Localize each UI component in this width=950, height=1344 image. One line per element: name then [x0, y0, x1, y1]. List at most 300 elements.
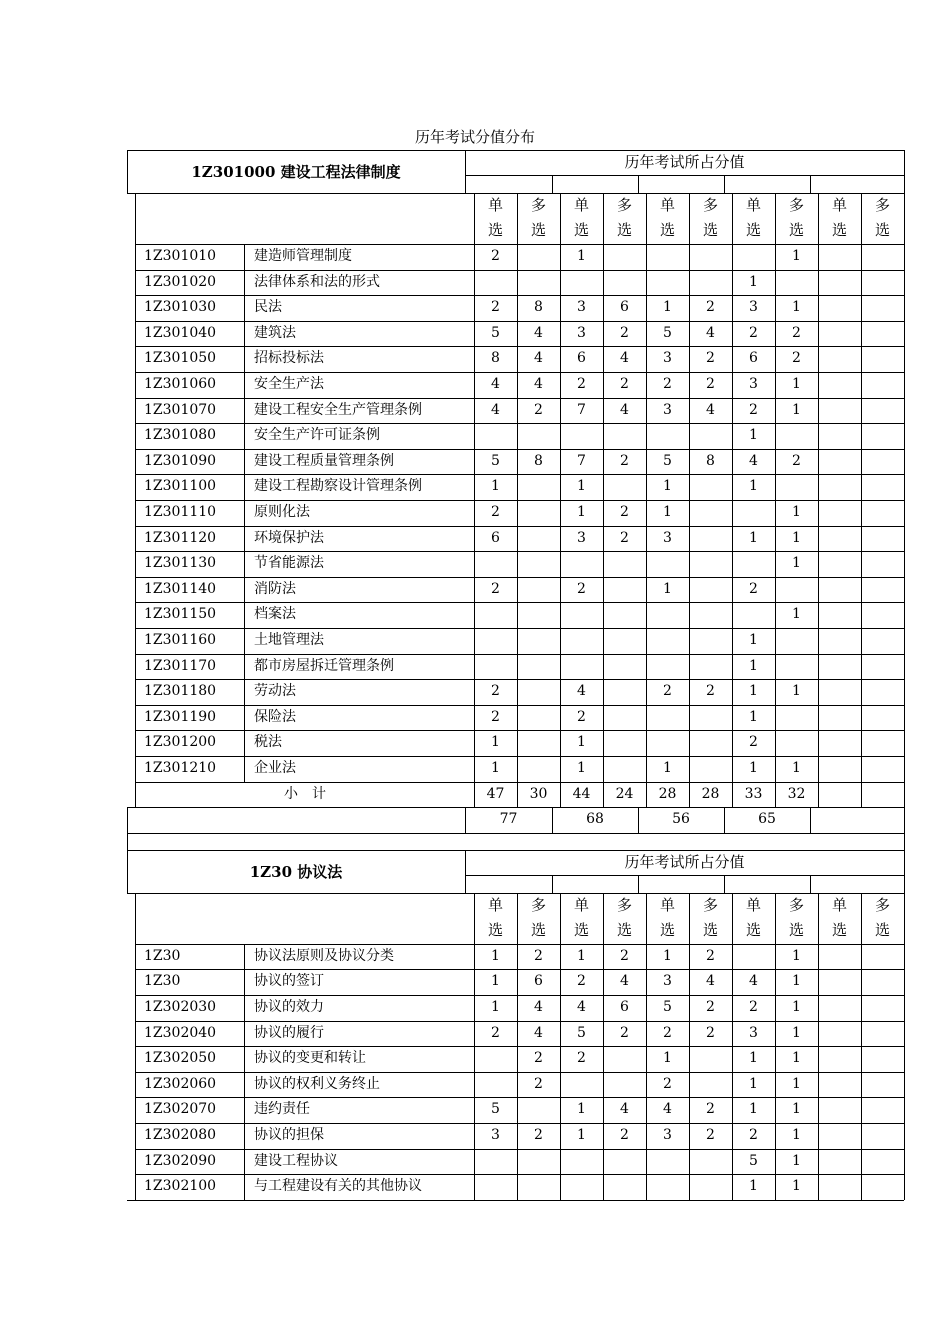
subtotal-cell: 32 — [787, 785, 806, 802]
score-cell: 1 — [749, 1178, 758, 1195]
score-cell — [517, 1149, 560, 1175]
document-title: 历年考试分值分布 — [414, 128, 535, 146]
row-code: 1Z301130 — [144, 555, 217, 572]
table-left-rule — [135, 193, 136, 244]
type-label-line1: 单 — [659, 196, 675, 214]
row-name: 违约责任 — [254, 1101, 310, 1118]
score-cell: 2 — [491, 504, 500, 520]
score-cell: 6 — [534, 973, 543, 990]
row-name: 消防法 — [254, 580, 296, 597]
score-cell — [861, 526, 904, 552]
score-cell — [560, 602, 603, 628]
score-cell: 1 — [749, 1075, 758, 1092]
score-cell: 2 — [534, 1127, 543, 1143]
code-column-rule — [244, 423, 245, 449]
column-rule — [904, 782, 905, 808]
table-left-rule — [135, 756, 136, 782]
score-cell: 2 — [577, 708, 586, 725]
score-cell — [818, 705, 861, 731]
score-cell — [689, 423, 732, 449]
table-left-rule — [135, 295, 136, 321]
score-cell — [646, 654, 689, 680]
year-column-rule — [638, 175, 639, 193]
type-label-line1: 单 — [745, 895, 761, 914]
score-cell — [603, 756, 646, 782]
score-cell: 1 — [577, 1127, 586, 1143]
type-label-line2: 选 — [616, 920, 632, 939]
score-cell: 2 — [706, 376, 715, 392]
code-column-rule — [244, 730, 245, 756]
score-cell — [560, 1174, 603, 1200]
type-label-line2: 选 — [702, 221, 718, 239]
column-rule — [904, 449, 905, 475]
score-cell: 1 — [663, 947, 672, 964]
score-cell: 3 — [663, 529, 672, 546]
row-code: 1Z302050 — [144, 1050, 217, 1067]
score-cell — [818, 628, 861, 654]
score-cell — [603, 270, 646, 296]
score-cell — [689, 654, 732, 680]
score-cell: 2 — [663, 683, 672, 700]
score-cell — [517, 756, 560, 782]
score-cell: 8 — [706, 452, 715, 469]
score-cell — [818, 756, 861, 782]
score-cell — [646, 1149, 689, 1175]
score-cell: 4 — [534, 324, 543, 341]
score-cell — [474, 654, 517, 680]
score-cell — [732, 602, 775, 628]
type-label-line1: 多 — [788, 196, 804, 214]
score-cell — [517, 1097, 560, 1123]
table-left-rule — [135, 474, 136, 500]
score-cell — [775, 270, 818, 296]
score-cell: 2 — [534, 1075, 543, 1092]
code-column-rule — [244, 995, 245, 1021]
score-cell — [474, 270, 517, 296]
code-column-rule — [244, 295, 245, 321]
row-code: 1Z302060 — [144, 1075, 217, 1092]
column-rule — [904, 321, 905, 347]
score-cell: 2 — [749, 580, 758, 597]
row-name: 劳动法 — [254, 683, 296, 700]
score-cell: 1 — [577, 947, 586, 964]
score-cell: 4 — [491, 401, 500, 418]
score-cell: 2 — [792, 324, 801, 341]
table-left-rule — [135, 1046, 136, 1072]
score-cell: 4 — [534, 1024, 543, 1041]
table-left-rule — [135, 244, 136, 270]
column-rule — [904, 756, 905, 782]
type-label-line2: 选 — [874, 221, 890, 239]
score-cell: 4 — [706, 973, 715, 990]
score-cell — [818, 244, 861, 270]
score-cell — [560, 654, 603, 680]
score-cell — [517, 423, 560, 449]
score-cell — [818, 602, 861, 628]
score-cell: 3 — [577, 529, 586, 546]
score-cell — [517, 244, 560, 270]
table-left-rule — [135, 270, 136, 296]
score-cell — [689, 730, 732, 756]
code-column-rule — [244, 1046, 245, 1072]
code-column-rule — [244, 1123, 245, 1149]
score-cell: 2 — [491, 683, 500, 700]
row-name: 都市房屋拆迁管理条例 — [254, 657, 394, 674]
row-code: 1Z301080 — [144, 427, 217, 444]
score-cell — [861, 1097, 904, 1123]
score-cell — [603, 577, 646, 603]
code-column-rule — [244, 577, 245, 603]
score-cell — [861, 346, 904, 372]
score-cell — [861, 1072, 904, 1098]
score-cell: 3 — [663, 973, 672, 990]
score-cell — [474, 423, 517, 449]
column-rule — [904, 628, 905, 654]
score-cell — [603, 1149, 646, 1175]
score-cell: 1 — [749, 708, 758, 725]
score-cell — [818, 1174, 861, 1200]
score-cell — [474, 551, 517, 577]
score-cell — [861, 756, 904, 782]
table-left-rule — [135, 346, 136, 372]
score-cell — [474, 1072, 517, 1098]
subtotal-cell: 30 — [529, 785, 548, 802]
score-cell: 1 — [792, 504, 801, 520]
score-cell — [689, 244, 732, 270]
score-cell: 1 — [663, 580, 672, 597]
score-cell — [689, 1149, 732, 1175]
score-cell — [603, 705, 646, 731]
score-cell: 4 — [491, 376, 500, 392]
table-bottom-rule — [127, 1200, 135, 1201]
score-cell — [517, 679, 560, 705]
score-cell — [646, 244, 689, 270]
code-column-rule — [244, 449, 245, 475]
score-cell: 1 — [491, 973, 500, 990]
score-cell — [603, 628, 646, 654]
score-cell — [861, 321, 904, 347]
score-cell: 4 — [663, 1101, 672, 1118]
table-left-rule — [135, 893, 136, 944]
table-left-rule — [135, 628, 136, 654]
score-cell: 1 — [792, 973, 801, 990]
score-cell — [517, 628, 560, 654]
column-rule — [904, 551, 905, 577]
score-cell: 1 — [749, 273, 758, 290]
row-code: 1Z301040 — [144, 324, 217, 341]
score-cell — [775, 628, 818, 654]
row-name: 协议的变更和转让 — [254, 1050, 366, 1067]
type-label-line2: 选 — [831, 920, 847, 939]
row-code: 1Z302090 — [144, 1152, 217, 1169]
score-cell — [775, 423, 818, 449]
score-cell: 2 — [620, 452, 629, 469]
score-cell: 2 — [620, 324, 629, 341]
table-left-rule — [135, 321, 136, 347]
score-cell: 4 — [577, 999, 586, 1015]
column-rule — [904, 1046, 905, 1072]
code-column-rule — [244, 705, 245, 731]
score-cell: 2 — [706, 947, 715, 964]
score-cell — [861, 1174, 904, 1200]
score-cell: 1 — [792, 299, 801, 316]
score-cell — [818, 995, 861, 1021]
score-cell: 1 — [749, 529, 758, 546]
type-label-line2: 选 — [659, 920, 675, 939]
subtotal-cell: 47 — [486, 785, 505, 802]
row-name: 与工程建设有关的其他协议 — [254, 1178, 422, 1195]
score-cell: 2 — [792, 452, 801, 469]
score-cell: 2 — [534, 1050, 543, 1067]
year-column-rule — [904, 807, 905, 833]
table-left-rule — [135, 1072, 136, 1098]
score-cell — [646, 705, 689, 731]
row-name: 协议的签订 — [254, 973, 324, 990]
row-name: 节省能源法 — [254, 555, 324, 572]
score-cell — [818, 654, 861, 680]
total-cell: 68 — [586, 811, 604, 828]
column-rule — [904, 526, 905, 552]
row-code: 1Z30 — [144, 947, 181, 964]
table-left-rule — [135, 449, 136, 475]
table-left-rule — [135, 705, 136, 731]
score-cell: 2 — [491, 1024, 500, 1041]
score-cell: 8 — [534, 299, 543, 316]
score-cell: 1 — [663, 299, 672, 316]
score-cell — [603, 679, 646, 705]
score-cell — [689, 474, 732, 500]
score-cell — [646, 730, 689, 756]
year-column-rule — [724, 175, 725, 193]
score-cell: 6 — [620, 999, 629, 1015]
score-cell — [861, 1123, 904, 1149]
row-code: 1Z302030 — [144, 999, 217, 1015]
score-cell: 4 — [534, 999, 543, 1015]
score-cell — [861, 679, 904, 705]
score-cell: 1 — [749, 1101, 758, 1118]
table-left-rule — [135, 423, 136, 449]
row-rule — [127, 833, 904, 834]
row-code: 1Z301020 — [144, 273, 217, 290]
score-cell — [603, 730, 646, 756]
column-rule — [904, 679, 905, 705]
score-cell: 1 — [792, 376, 801, 392]
row-name: 建造师管理制度 — [254, 248, 352, 264]
row-code: 1Z301060 — [144, 376, 217, 392]
score-cell: 4 — [706, 401, 715, 418]
type-label-line1: 单 — [659, 895, 675, 914]
score-cell — [603, 1072, 646, 1098]
row-code: 1Z301160 — [144, 632, 217, 648]
subtotal-label: 小 计 — [284, 785, 326, 802]
row-code: 1Z301210 — [144, 760, 217, 776]
score-cell: 2 — [577, 376, 586, 392]
score-cell: 1 — [577, 248, 586, 264]
score-cell: 4 — [534, 350, 543, 367]
score-cell: 1 — [749, 760, 758, 776]
row-name: 安全生产法 — [254, 376, 324, 392]
type-label-line2: 选 — [874, 920, 890, 939]
score-cell: 1 — [792, 606, 801, 623]
score-cell: 2 — [577, 973, 586, 990]
code-column-rule — [244, 1072, 245, 1098]
score-cell — [775, 577, 818, 603]
table-left-rule — [135, 944, 136, 970]
table-left-rule — [135, 526, 136, 552]
type-label-line1: 多 — [702, 196, 718, 214]
column-rule — [904, 944, 905, 970]
score-cell: 2 — [620, 1024, 629, 1041]
score-cell: 2 — [620, 529, 629, 546]
score-cell — [818, 944, 861, 970]
score-cell: 2 — [706, 1127, 715, 1143]
score-cell — [861, 449, 904, 475]
score-cell — [818, 449, 861, 475]
table-left-rule — [135, 1021, 136, 1047]
code-column-rule — [244, 654, 245, 680]
score-cell: 4 — [706, 324, 715, 341]
column-rule — [904, 295, 905, 321]
type-label-line2: 选 — [573, 920, 589, 939]
score-cell — [861, 705, 904, 731]
row-code: 1Z301190 — [144, 708, 217, 725]
score-cell — [775, 474, 818, 500]
score-cell — [646, 423, 689, 449]
row-name: 税法 — [254, 734, 282, 751]
score-cell: 3 — [749, 376, 758, 392]
score-cell — [560, 628, 603, 654]
row-code: 1Z302080 — [144, 1127, 217, 1143]
table-right-rule — [904, 833, 905, 850]
table-left-rule — [135, 654, 136, 680]
score-cell: 1 — [749, 427, 758, 444]
section-header-bottom-rule — [127, 193, 465, 194]
column-rule — [904, 969, 905, 995]
code-column-rule — [244, 372, 245, 398]
score-cell: 1 — [792, 1152, 801, 1169]
type-label-line1: 单 — [487, 196, 503, 214]
row-rule — [135, 1200, 904, 1201]
score-cell: 1 — [792, 248, 801, 264]
type-label-line2: 选 — [487, 920, 503, 939]
score-cell — [517, 577, 560, 603]
score-cell — [560, 270, 603, 296]
score-cell — [818, 270, 861, 296]
score-cell: 6 — [577, 350, 586, 367]
score-cell — [861, 372, 904, 398]
type-label-line1: 多 — [702, 895, 718, 914]
type-label-line1: 单 — [573, 895, 589, 914]
score-cell: 1 — [792, 529, 801, 546]
score-cell — [517, 654, 560, 680]
score-cell — [818, 423, 861, 449]
row-name: 建筑法 — [254, 324, 296, 341]
score-cell: 4 — [620, 973, 629, 990]
row-name: 建设工程安全生产管理条例 — [254, 401, 422, 418]
row-code: 1Z301090 — [144, 452, 217, 469]
score-cell: 1 — [577, 478, 586, 495]
code-column-rule — [244, 551, 245, 577]
score-cell — [732, 551, 775, 577]
column-rule — [904, 1021, 905, 1047]
score-cell: 2 — [792, 350, 801, 367]
score-cell: 3 — [663, 350, 672, 367]
score-cell — [689, 1072, 732, 1098]
score-cell: 2 — [706, 999, 715, 1015]
score-cell — [603, 654, 646, 680]
row-code: 1Z301070 — [144, 401, 217, 418]
type-label-line1: 单 — [745, 196, 761, 214]
row-name: 环境保护法 — [254, 529, 324, 546]
score-cell — [646, 628, 689, 654]
score-cell: 2 — [620, 947, 629, 964]
row-name: 协议的履行 — [254, 1024, 324, 1041]
score-cell — [646, 1174, 689, 1200]
score-cell — [517, 1174, 560, 1200]
score-cell: 5 — [663, 324, 672, 341]
subtotal-cell: 28 — [701, 785, 720, 802]
score-cell — [818, 321, 861, 347]
score-cell: 2 — [749, 734, 758, 751]
type-label-line2: 选 — [831, 221, 847, 239]
score-cell — [818, 730, 861, 756]
score-header: 历年考试所占分值 — [624, 852, 745, 871]
row-code: 1Z301010 — [144, 248, 217, 264]
score-cell — [560, 1149, 603, 1175]
score-cell: 2 — [749, 1127, 758, 1143]
score-cell — [517, 551, 560, 577]
type-label-line2: 选 — [573, 221, 589, 239]
score-header: 历年考试所占分值 — [624, 153, 745, 171]
type-label-line1: 单 — [573, 196, 589, 214]
score-cell — [861, 500, 904, 526]
year-column-rule — [810, 875, 811, 893]
code-column-rule — [244, 398, 245, 424]
score-cell — [732, 244, 775, 270]
row-name: 协议法原则及协议分类 — [254, 947, 394, 964]
score-cell: 2 — [534, 947, 543, 964]
score-cell: 2 — [749, 324, 758, 341]
code-column-rule — [244, 944, 245, 970]
type-label-line1: 多 — [616, 895, 632, 914]
score-cell — [689, 577, 732, 603]
score-cell: 2 — [663, 1024, 672, 1041]
total-cell: 77 — [499, 811, 518, 828]
score-cell — [818, 679, 861, 705]
code-column-rule — [244, 346, 245, 372]
column-rule — [904, 474, 905, 500]
score-cell — [861, 944, 904, 970]
code-column-rule — [244, 756, 245, 782]
column-rule — [904, 577, 905, 603]
score-cell: 5 — [663, 452, 672, 469]
column-rule — [904, 730, 905, 756]
score-header-rule — [465, 875, 904, 876]
score-cell — [689, 1046, 732, 1072]
section-header-bottom-rule — [127, 893, 465, 894]
table-left-rule — [135, 551, 136, 577]
score-cell: 2 — [749, 401, 758, 418]
type-label-line1: 单 — [831, 895, 847, 914]
score-cell — [818, 372, 861, 398]
score-cell: 2 — [663, 376, 672, 392]
code-column-rule — [244, 474, 245, 500]
score-cell — [818, 551, 861, 577]
score-cell — [861, 654, 904, 680]
year-column-rule — [724, 875, 725, 893]
score-cell — [603, 1174, 646, 1200]
column-rule — [904, 1123, 905, 1149]
